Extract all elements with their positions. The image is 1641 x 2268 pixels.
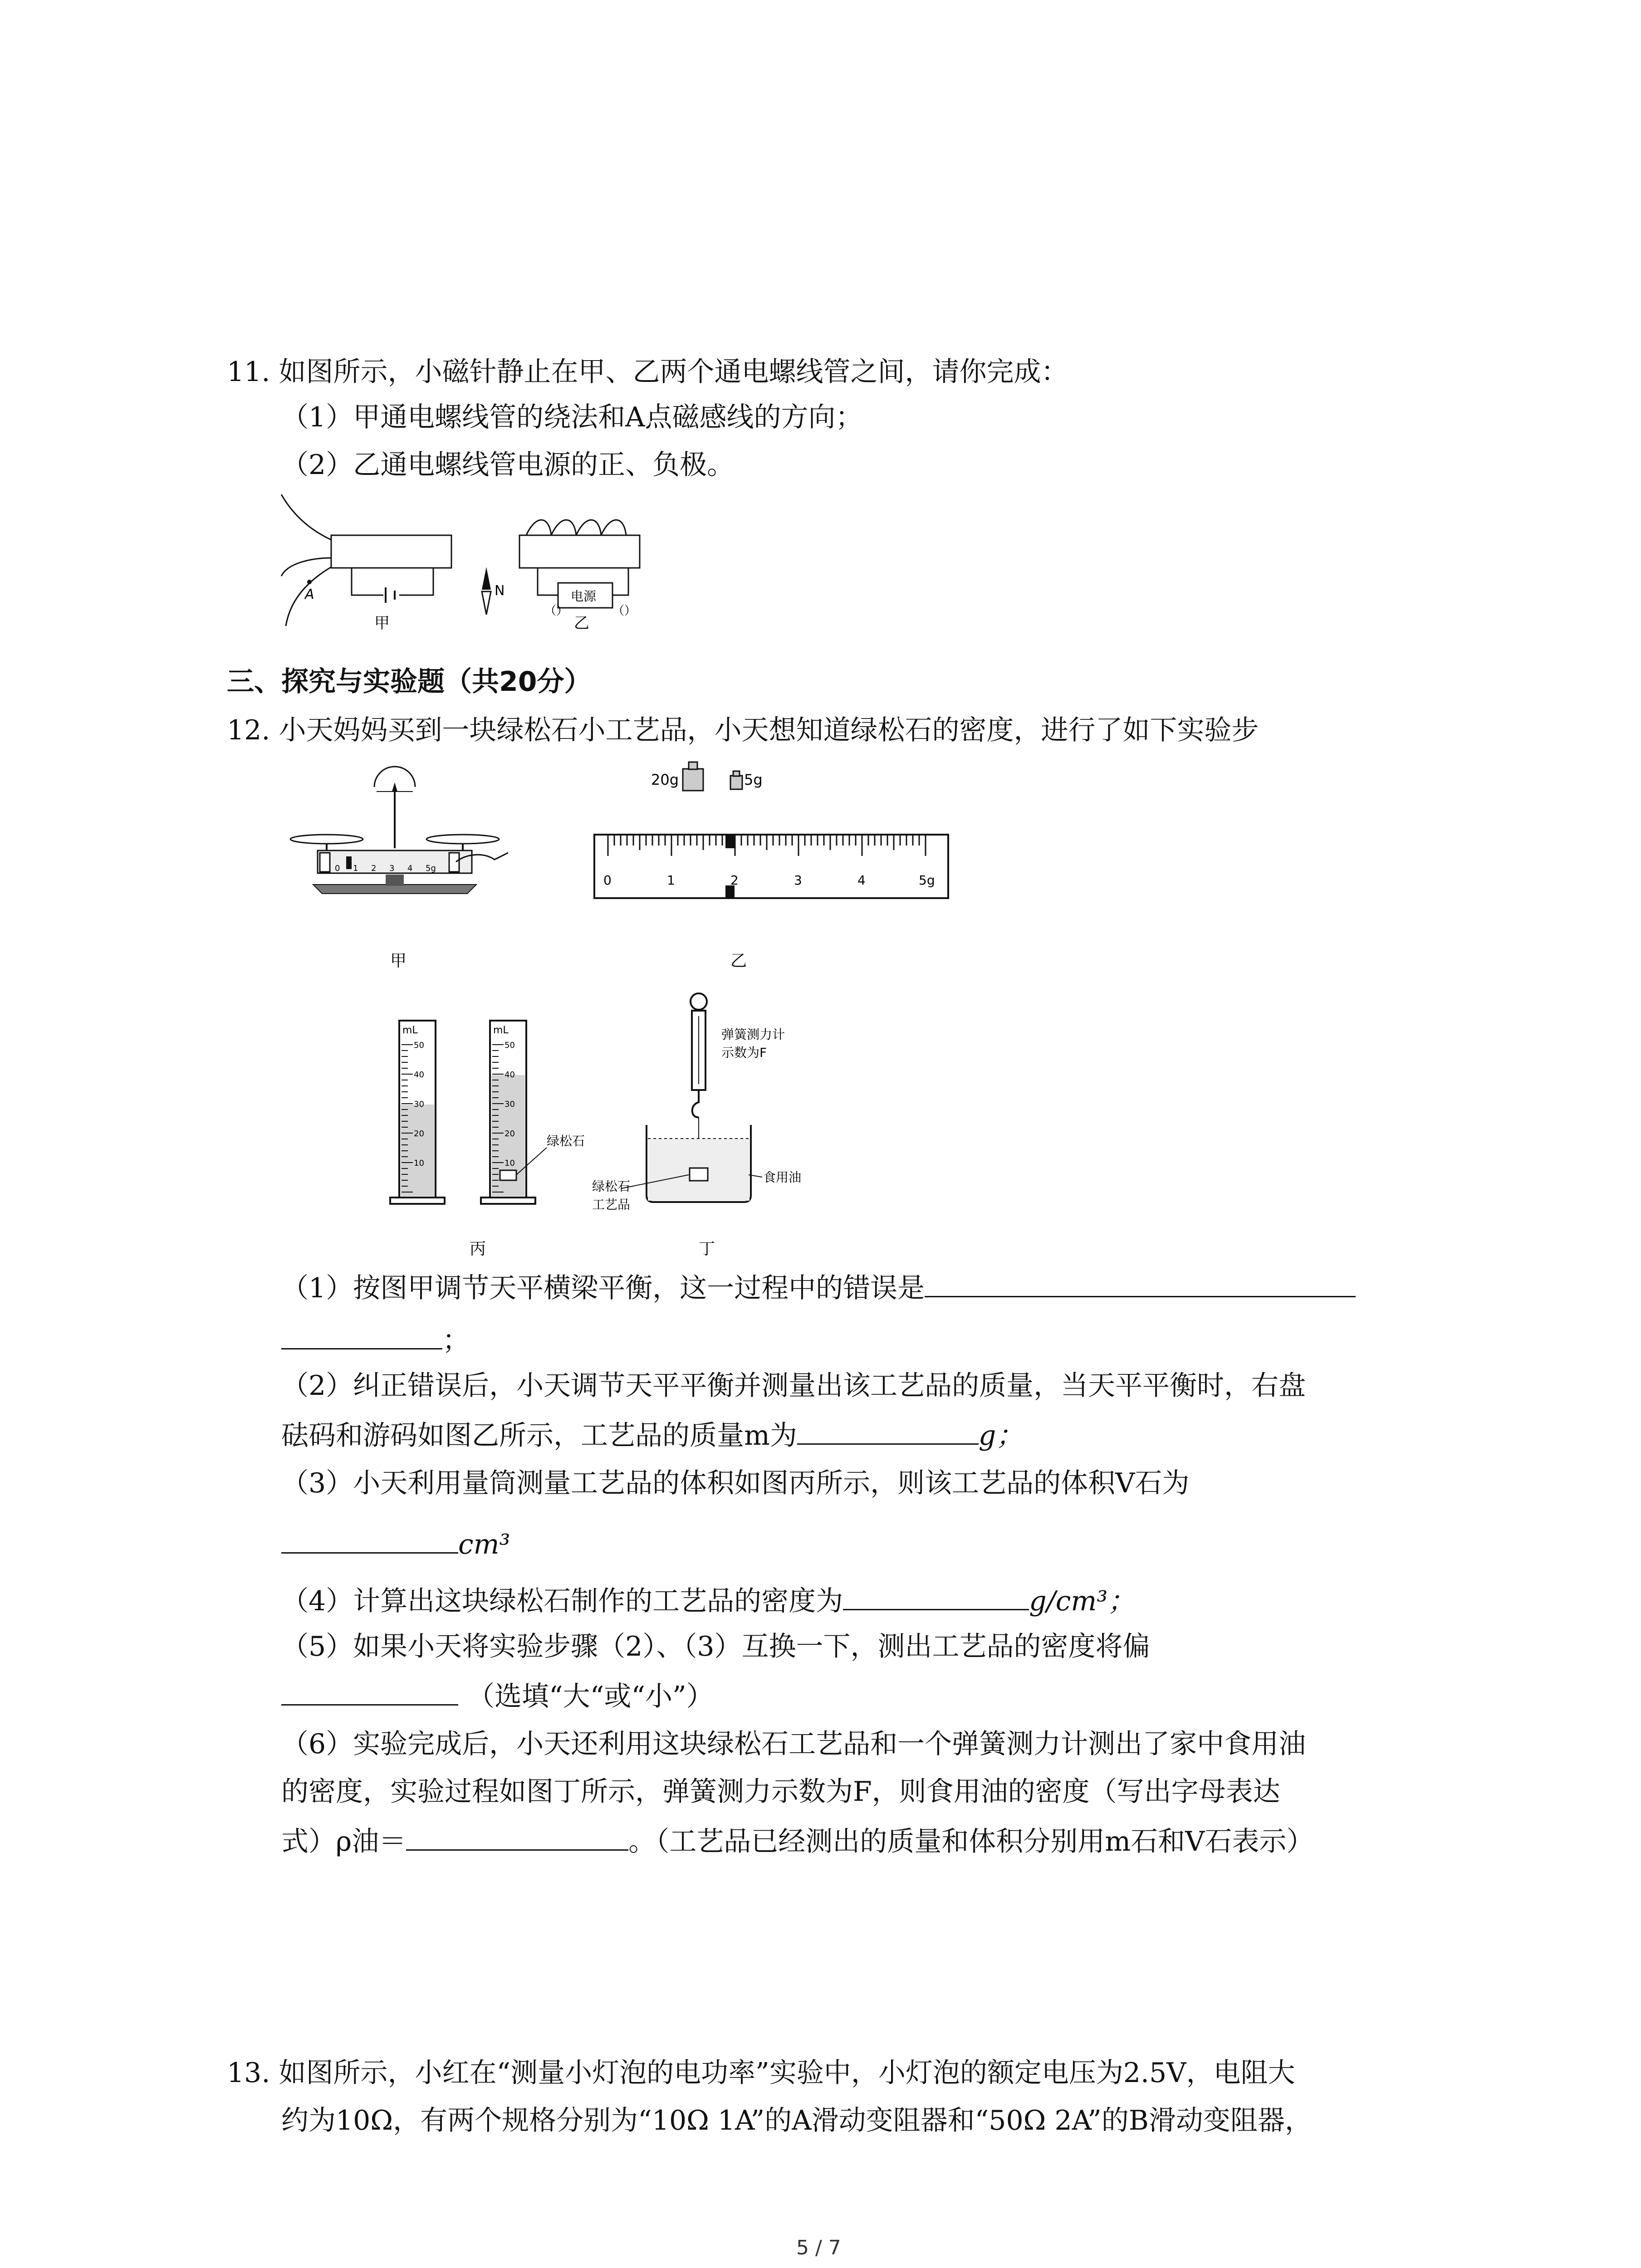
oil-label: 食用油 [763, 1170, 802, 1185]
q12-part1-text: （1）按图甲调节天平横梁平衡，这一过程中的错误是 [281, 1272, 925, 1304]
label-yi: 乙 [574, 614, 589, 632]
svg-text:mL: mL [402, 1025, 418, 1036]
svg-text:1: 1 [353, 864, 358, 873]
svg-text:40: 40 [505, 1070, 515, 1080]
q13-line1: 13. 如图所示，小红在“测量小灯泡的电功率”实验中，小灯泡的额定电压为2.5V，电阻大 [227, 2057, 1295, 2089]
weight-20g-label: 20g [651, 771, 679, 788]
solenoid-jia [331, 535, 451, 568]
svg-text:2: 2 [730, 873, 739, 888]
label-jia: 甲 [390, 952, 407, 970]
svg-text:3: 3 [794, 873, 802, 888]
q12-answer-blank-6[interactable] [406, 1822, 628, 1851]
q12-cylinder-figure [386, 989, 885, 1261]
label-ding: 丁 [699, 1240, 715, 1258]
paren-right: （） [612, 604, 637, 618]
q12-part3-line1: （3）小天利用量筒测量工艺品的体积如图丙所示，则该工艺品的体积V石为 [281, 1467, 1190, 1499]
q12-part5-line2 [281, 1676, 714, 1717]
q12-answer-blank-2[interactable] [797, 1416, 979, 1445]
label-yi: 乙 [730, 952, 747, 970]
rider-scale [594, 835, 948, 898]
compass-needle-light [482, 591, 491, 615]
scale-label-2: 示数为F [721, 1045, 767, 1060]
q12-part4 [281, 1581, 1135, 1622]
field-line [281, 558, 331, 576]
label-jia: 甲 [374, 614, 390, 632]
paren-left: （） [544, 604, 568, 618]
craft-in-oil [690, 1168, 708, 1181]
svg-text:50: 50 [505, 1041, 515, 1050]
rider-top [725, 836, 735, 848]
q12-stem: 12. 小天妈妈买到一块绿松石小工艺品，小天想知道绿松石的密度，进行了如下实验步 [227, 714, 1259, 746]
q11-part2: （2）乙通电螺线管电源的正、负极。 [281, 449, 735, 481]
q12-answer-blank-4[interactable] [843, 1582, 1029, 1610]
svg-text:4: 4 [857, 873, 866, 888]
svg-text:10: 10 [505, 1158, 515, 1168]
q12-part6-line1: （6）实验完成后，小天还利用这块绿松石工艺品和一个弹簧测力计测出了家中食用油 [281, 1728, 1306, 1760]
q12-part6-line2: 的密度，实验过程如图丁所示，弹簧测力示数为F，则食用油的密度（写出字母表达 [281, 1776, 1280, 1808]
q12-part6-expr: 式）ρ油＝ [281, 1826, 407, 1857]
svg-text:1: 1 [667, 873, 675, 888]
weight-20g [683, 769, 703, 791]
svg-text:0: 0 [335, 864, 340, 873]
point-a-dot [307, 580, 312, 584]
q12-part5-line1: （5）如果小天将实验步骤（2）、（3）互换一下，测出工艺品的密度将偏 [281, 1631, 1150, 1662]
point-a-label: A [305, 587, 314, 602]
balance-nut-right [449, 853, 459, 872]
q11-solenoid-figure [272, 490, 699, 644]
q12-answer-blank-1b[interactable] [281, 1321, 442, 1349]
balance-nut-left [320, 853, 330, 872]
q12-balance-figure [281, 758, 962, 975]
q12-part1-line2 [281, 1320, 470, 1361]
craft-label-2: 工艺品 [592, 1197, 631, 1212]
svg-text:5g: 5g [919, 873, 935, 888]
q12-answer-blank-5[interactable] [281, 1677, 458, 1706]
svg-text:4: 4 [407, 864, 413, 873]
svg-text:2: 2 [371, 864, 377, 873]
q12-answer-blank-3[interactable] [281, 1525, 458, 1554]
q12-part5-hint: （选填“大“或“小”） [467, 1681, 714, 1712]
q12-part6-line3 [281, 1821, 1314, 1862]
stone-label: 绿松石 [547, 1134, 585, 1149]
weight-5g [730, 776, 742, 789]
spring-scale-ring [691, 993, 707, 1010]
q12-part2-text: 砝码和游码如图乙所示，工艺品的质量m为 [281, 1420, 797, 1452]
page-number: 5 / 7 [796, 2236, 841, 2259]
svg-text:10: 10 [414, 1158, 424, 1168]
q12-answer-blank-1a[interactable] [925, 1269, 1356, 1297]
section-title: 三、探究与实验题（共20分） [227, 666, 592, 698]
q12-part3-unit: cm³ [458, 1529, 510, 1560]
coil-windings [526, 520, 626, 535]
q12-part1-line1 [281, 1268, 1356, 1309]
craft-label-1: 绿松石 [592, 1179, 631, 1194]
svg-text:0: 0 [603, 873, 612, 888]
balance-jia [290, 767, 508, 894]
svg-text:40: 40 [414, 1070, 424, 1080]
q12-part1-end: ； [442, 1325, 470, 1356]
svg-text:20: 20 [414, 1129, 424, 1139]
svg-text:30: 30 [505, 1100, 515, 1109]
q12-part2-unit: g； [978, 1420, 1024, 1452]
rider [346, 856, 352, 869]
svg-text:3: 3 [389, 864, 395, 873]
q12-part2-line1: （2）纠正错误后，小天调节天平平衡并测量出该工艺品的质量，当天平平衡时，右盘 [281, 1370, 1306, 1402]
q12-part3-line2 [281, 1524, 510, 1565]
svg-text:30: 30 [414, 1100, 424, 1109]
svg-text:20: 20 [505, 1129, 515, 1139]
power-label: 电源 [571, 589, 597, 604]
needle-n-label: N [495, 583, 505, 599]
solenoid-yi [519, 535, 640, 568]
svg-text:5g: 5g [426, 864, 436, 873]
q13-line2: 约为10Ω，有两个规格分别为“10Ω 1A”的A滑动变阻器和“50Ω 2A”的B滑动变阻器， [281, 2105, 1312, 2136]
q12-part4-text: （4）计算出这块绿松石制作的工艺品的密度为 [281, 1585, 843, 1617]
compass-needle-dark [482, 567, 491, 590]
stone-in-cylinder [500, 1170, 516, 1180]
q12-part2-line2 [281, 1415, 1023, 1456]
field-line [281, 494, 331, 540]
weight-5g-label: 5g [744, 771, 763, 788]
q12-part4-unit: g/cm³； [1029, 1585, 1135, 1617]
q12-part6-note: 。（工艺品已经测出的质量和体积分别用m石和V石表示） [628, 1826, 1314, 1857]
label-bing: 丙 [470, 1240, 486, 1258]
scale-label-1: 弹簧测力计 [721, 1027, 785, 1042]
q11-stem: 11. 如图所示，小磁针静止在甲、乙两个通电螺线管之间，请你完成： [227, 356, 1068, 388]
svg-text:50: 50 [414, 1041, 424, 1050]
q11-part1: （1）甲通电螺线管的绕法和A点磁感线的方向； [281, 401, 863, 433]
svg-text:mL: mL [493, 1025, 509, 1036]
